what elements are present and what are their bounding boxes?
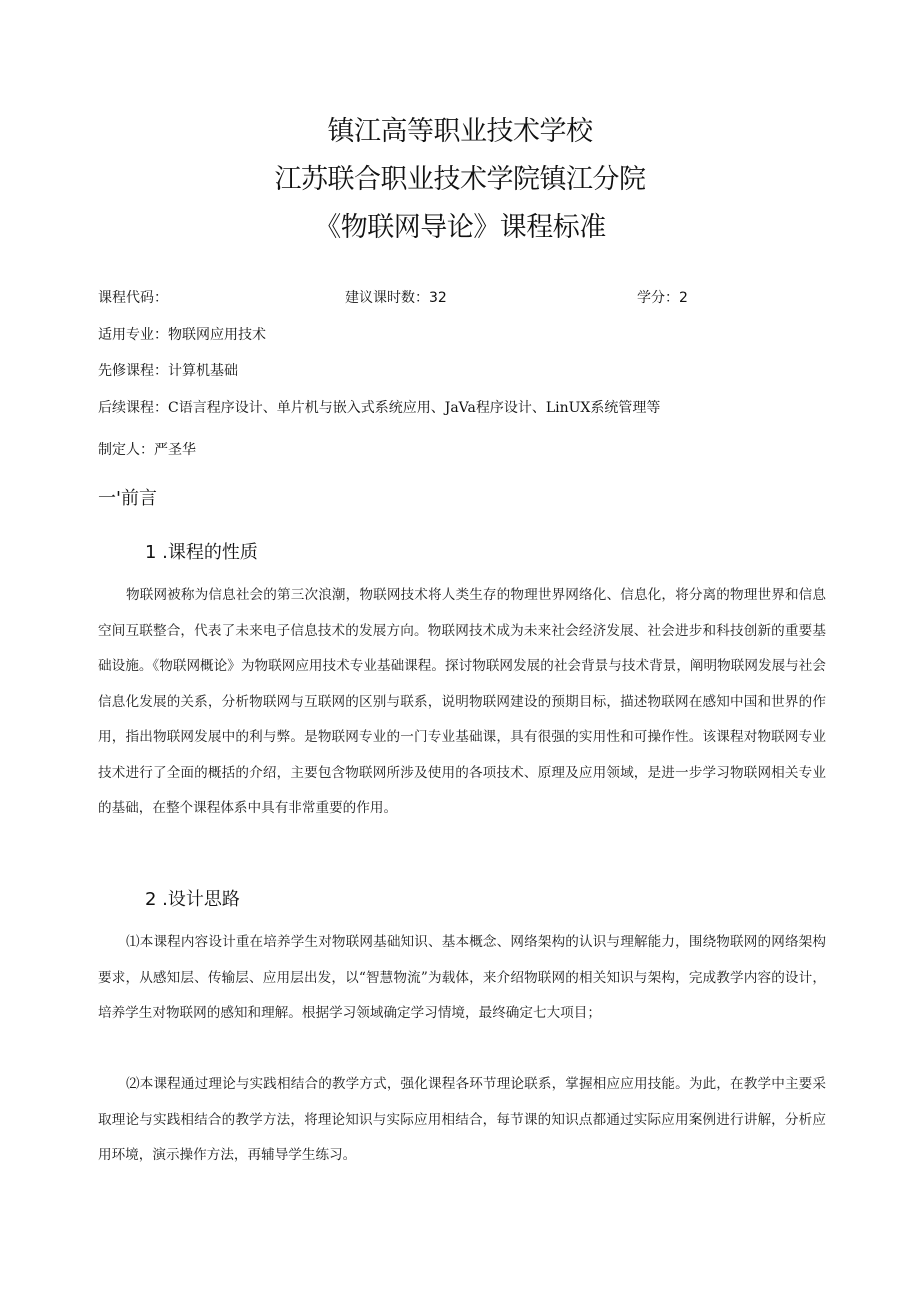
major-label: 适用专业： <box>98 327 168 343</box>
hours-value: 32 <box>429 290 447 306</box>
prereq-value: 计算机基础 <box>168 363 238 379</box>
prereq-label: 先修课程： <box>98 363 168 379</box>
credit-label: 学分： <box>637 290 679 306</box>
subheading-course-nature: 1 .课程的性质 <box>145 542 258 563</box>
section-heading-preface: 一'前言 <box>98 488 157 509</box>
follow-row <box>98 398 660 418</box>
course-standard-title: 《物联网导论》课程标准 <box>314 212 606 243</box>
hours-label: 建议课时数： <box>345 290 429 306</box>
college-name-title: 江苏联合职业技术学院镇江分院 <box>274 164 646 195</box>
author-row <box>98 440 196 460</box>
course-code-row <box>98 288 168 308</box>
subheading-design-idea: 2 .设计思路 <box>145 889 240 910</box>
author-label: 制定人： <box>98 442 154 458</box>
follow-value: C语言程序设计、单片机与嵌入式系统应用、JaVa程序设计、LinUX系统管理等 <box>168 400 661 416</box>
author-value: 严圣华 <box>154 442 196 458</box>
follow-label: 后续课程： <box>98 400 168 416</box>
design-idea-paragraph-2: ⑵本课程通过理论与实践相结合的教学方式，强化课程各环节理论联系，掌握相应应用技能。为此，在教学中主要采取理论与实践相结合的教学方法，将理论知识与实际应用相结合，每节课的知识点都通过实际应用案例进行讲解，分析应用环境，演示操作方法，再辅导学生练习。 <box>98 1076 826 1163</box>
course-nature-paragraph: 物联网被称为信息社会的第三次浪潮，物联网技术将人类生存的物理世界网络化、信息化，将分离的物理世界和信息空间互联整合，代表了未来电子信息技术的发展方向。物联网技术成为未来社会经济发展、社会进步和科技创新的重要基础设施。《物联网概论》为物联网应用技术专业基础课程。探讨物联网发展的社会背景与技术背景，阐明物联网发展与社会信息化发展的关系，分析物联网与互联网的区别与联系，说明物联网建设的预期目标，描述物联网在感知中国和世界的作用，指出物联网发展中的利与弊。是物联网专业的一门专业基础课，具有很强的实用性和可操作性。该课程对物联网专业技术进行了全面的概括的介绍，主要包含物联网所涉及使用的各项技术、原理及应用领域，是进一步学习物联网相关专业的基础，在整个课程体系中具有非常重要的作用。 <box>98 587 826 816</box>
major-value: 物联网应用技术 <box>168 327 266 343</box>
school-name-title: 镇江高等职业技术学校 <box>327 116 593 147</box>
credit-value: 2 <box>679 290 688 306</box>
prereq-row <box>98 361 238 381</box>
major-row <box>98 325 266 345</box>
credit-row <box>637 288 688 308</box>
design-idea-paragraph-1: ⑴本课程内容设计重在培养学生对物联网基础知识、基本概念、网络架构的认识与理解能力，围绕物联网的网络架构要求，从感知层、传输层、应用层出发，以“智慧物流”为载体，来介绍物联网的相关知识与架构，完成教学内容的设计，培养学生对物联网的感知和理解。根据学习领域确定学习情境，最终确定七大项目； <box>98 934 826 1021</box>
hours-row <box>345 288 447 308</box>
course-code-label: 课程代码： <box>98 290 168 306</box>
